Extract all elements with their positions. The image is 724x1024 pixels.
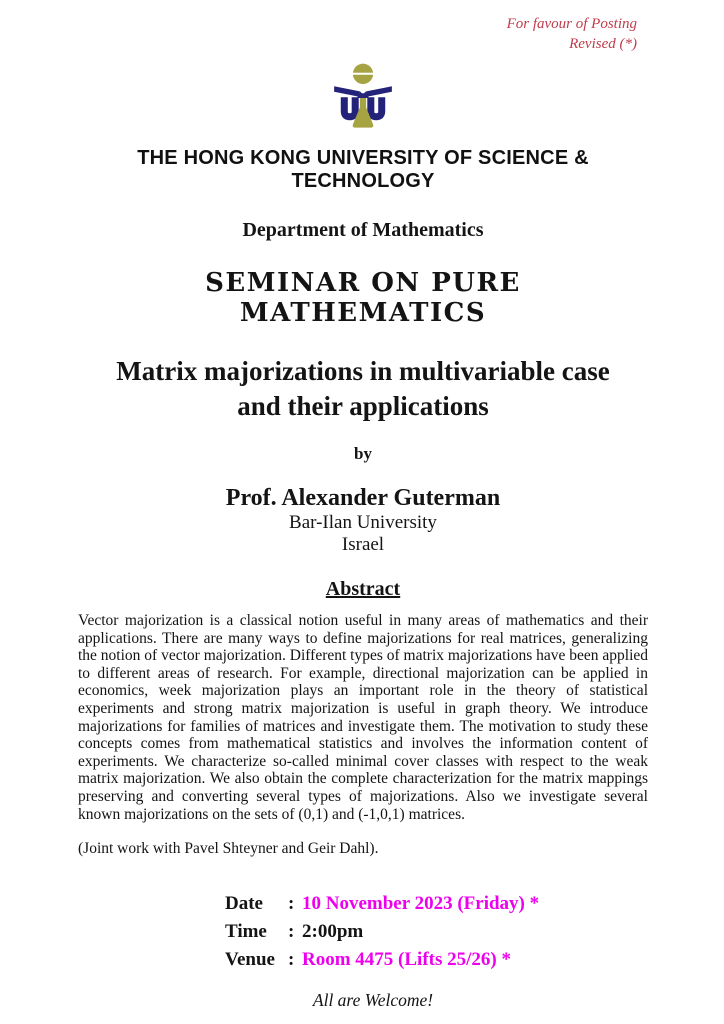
posting-note [78, 14, 648, 54]
time-colon: : [288, 921, 295, 943]
time-label: Time [225, 921, 267, 943]
date-colon: : [288, 893, 295, 915]
venue-label: Venue [225, 949, 275, 971]
talk-title-line2: and their applications [237, 391, 489, 421]
speaker-affiliation: Bar-Ilan University [289, 512, 437, 533]
talk-title-line1: Matrix majorizations in multivariable case [116, 356, 610, 386]
joint-work-note: (Joint work with Pavel Shteyner and Geir Dahl). [78, 840, 379, 858]
venue-colon: : [288, 949, 295, 971]
date-label: Date [225, 893, 263, 915]
closing-note: All are Welcome! [312, 990, 434, 1011]
department-name: Department of Mathematics [242, 219, 484, 241]
venue-value: Room 4475 (Lifts 25/26) * [302, 949, 511, 971]
hkust-logo-icon [324, 62, 402, 134]
posting-note-line1: For favour of Posting [506, 16, 637, 32]
speaker-country: Israel [341, 534, 385, 555]
seminar-series-title: SEMINAR ON PURE MATHEMATICS [205, 268, 521, 328]
date-value: 10 November 2023 (Friday) * [302, 893, 540, 915]
hkust-logo [78, 62, 648, 139]
time-value: 2:00pm [302, 921, 364, 943]
detail-row-time [225, 918, 648, 946]
speaker-name: Prof. Alexander Guterman [225, 485, 501, 511]
by-label: by [354, 444, 372, 463]
event-details [225, 890, 648, 974]
university-name: THE HONG KONG UNIVERSITY OF SCIENCE & TECHNOLOGY [137, 147, 589, 192]
posting-note-line2: Revised (*) [569, 36, 637, 52]
detail-row-venue [225, 946, 648, 974]
abstract-text: Vector majorization is a classical notion useful in many areas of mathematics and their applications. There are many ways to define majorizations for real matrices, generalizing the notion of vector majorization. Different types of matrix majorizations have been applied to different areas of research. For example, directional majorization can be applied in economics, week majorization plays an important role in the theory of statistical experiments and strong matrix majorization is useful in graph theory. We introduce majorizations for families of matrices and investigate them. The motivation to study these concepts comes from mathematical statistics and involves the information content of experiments. We characterize so-called minimal cover classes with respect to the weak matrix majorization. We also obtain the complete characterization for the matrix mappings preserving and converting several types of majorizations. Also we investigate several known majorizations on the sets of (0,1) and (-1,0,1) matrices. [78, 612, 649, 823]
talk-title [78, 354, 648, 424]
detail-row-date [225, 890, 648, 918]
abstract-heading: Abstract [325, 578, 401, 600]
